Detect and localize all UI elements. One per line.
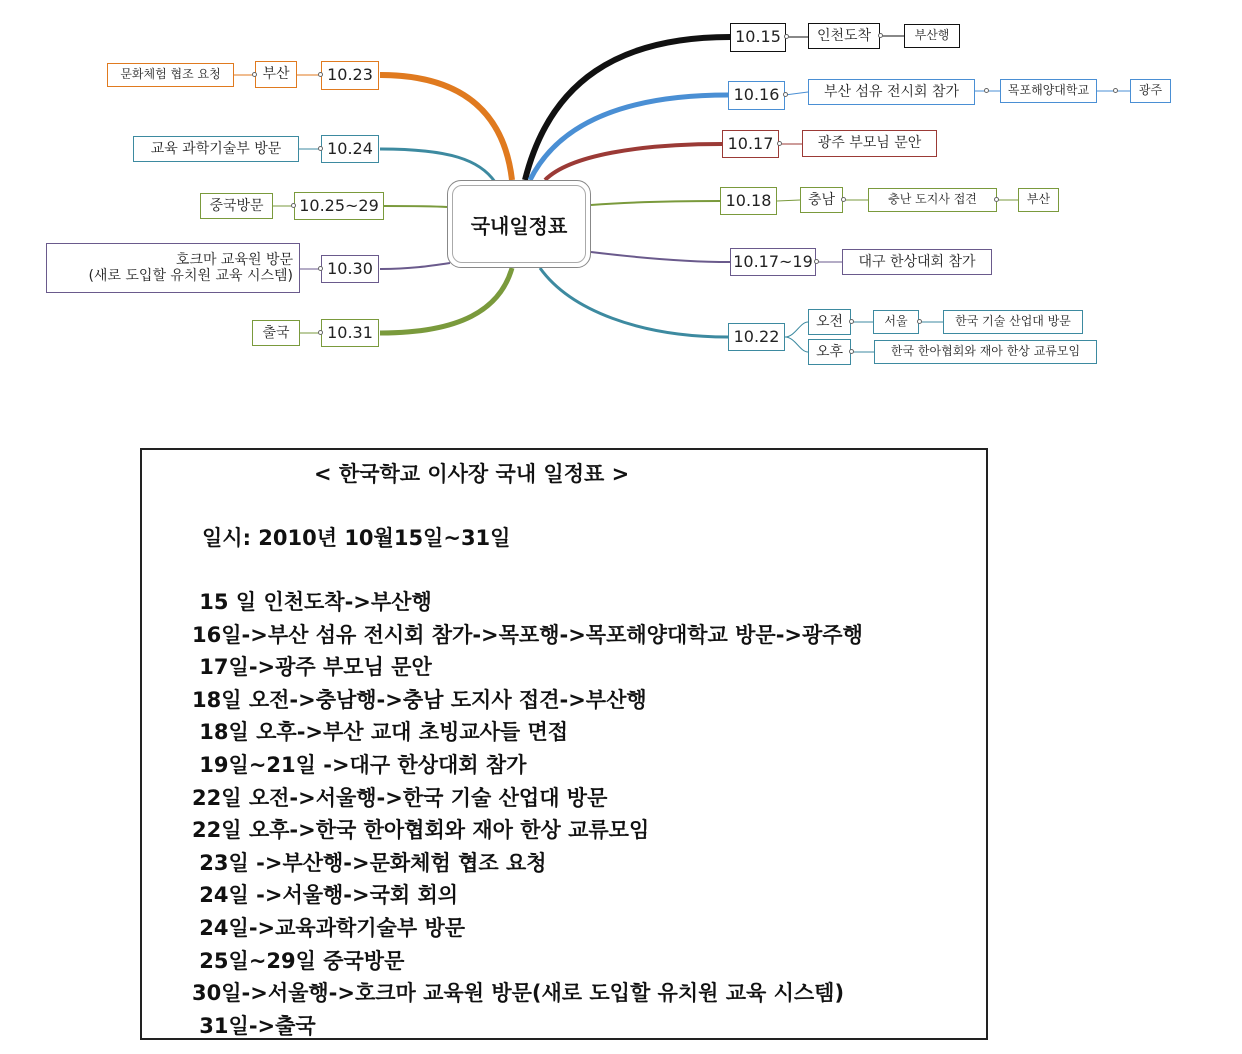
schedule-line: 23일 ->부산행->문화체험 협조 요청: [192, 850, 547, 875]
node-10-16[interactable]: 10.16: [728, 81, 785, 110]
node-10-31[interactable]: 10.31: [321, 319, 379, 347]
schedule-line: 24일->교육과학기술부 방문: [192, 916, 466, 940]
node-china-visit[interactable]: 중국방문: [200, 193, 273, 219]
schedule-line: 22일 오전->서울행->한국 기술 산업대 방문: [192, 785, 608, 810]
node-incheon-arrival[interactable]: 인천도착: [808, 23, 880, 49]
node-10-22[interactable]: 10.22: [728, 323, 785, 351]
connector-dot: [784, 34, 789, 39]
branch-10-17-19: [591, 252, 730, 262]
node-parents-visit[interactable]: 광주 부모님 문안: [802, 130, 937, 157]
schedule-line: 17일->광주 부모님 문안: [192, 655, 432, 680]
connector-dot: [318, 146, 323, 151]
branch-10-25-29: [384, 206, 447, 207]
node-seoul[interactable]: 서울: [873, 310, 919, 334]
schedule-line: 24일 ->서울행->국회 회의: [192, 883, 459, 908]
schedule-line: 16일->부산 섬유 전시회 참가->목포행->목포해양대학교 방문->광주행: [192, 622, 863, 647]
connector-dot: [841, 197, 846, 202]
node-10-24[interactable]: 10.24: [321, 135, 379, 163]
schedule-title: < 한국학교 이사장 국내 일정표 >: [314, 462, 630, 486]
branch-10-17: [545, 144, 722, 180]
node-chungnam[interactable]: 충남: [800, 187, 843, 213]
connector-dot: [814, 259, 819, 264]
connector-dot: [1113, 88, 1118, 93]
node-busan-10-18[interactable]: 부산: [1018, 188, 1059, 212]
connector-dot: [994, 197, 999, 202]
node-hokma-visit-line1: 호크마 교육원 방문: [175, 251, 293, 268]
node-10-30[interactable]: 10.30: [321, 255, 379, 283]
node-10-23[interactable]: 10.23: [321, 61, 379, 90]
connector-dot: [984, 88, 989, 93]
schedule-line: 31일->출국: [192, 1013, 316, 1038]
node-ministry-visit[interactable]: 교육 과학기술부 방문: [133, 136, 299, 162]
branch-10-31: [380, 268, 512, 333]
schedule-line: 15 일 인천도착->부산행: [192, 590, 432, 614]
branch-10-22: [540, 268, 728, 337]
connector-dot: [783, 92, 788, 97]
node-morning[interactable]: 오전: [808, 309, 851, 335]
node-10-17[interactable]: 10.17: [722, 130, 779, 158]
branch-10-30: [380, 263, 450, 269]
node-departure[interactable]: 출국: [252, 320, 300, 346]
connector-dot: [291, 203, 296, 208]
connector-dot: [917, 319, 922, 324]
central-topic[interactable]: [447, 180, 591, 268]
node-textile-expo[interactable]: 부산 섬유 전시회 참가: [808, 79, 975, 105]
schedule-line: 19일~21일 ->대구 한상대회 참가: [192, 753, 527, 777]
node-10-25-29[interactable]: 10.25~29: [294, 192, 384, 220]
schedule-line: 25일~29일 중국방문: [192, 948, 405, 973]
schedule-line: 18일 오전->충남행->충남 도지사 접견->부산행: [192, 687, 647, 712]
schedule-line: 30일->서울행->호크마 교육원 방문(새로 도입할 유치원 교육 시스템): [192, 981, 845, 1006]
node-daegu-convention[interactable]: 대구 한상대회 참가: [842, 249, 992, 275]
central-topic-label: 국내일정표: [470, 213, 568, 238]
connector-dot: [318, 266, 323, 271]
connector-dot: [878, 33, 883, 38]
connector-dot: [849, 319, 854, 324]
node-10-17-19[interactable]: 10.17~19: [730, 248, 816, 276]
node-to-busan-10-15[interactable]: 부산행: [904, 24, 960, 48]
node-governor-meeting[interactable]: 충난 도지사 접견: [868, 188, 997, 212]
connector-dot: [777, 141, 782, 146]
connector-dot: [318, 72, 323, 77]
node-tech-university-visit[interactable]: 한국 기술 산업대 방문: [943, 310, 1083, 334]
connector-dot: [252, 72, 257, 77]
schedule-line: 18일 오후->부산 교대 초빙교사들 면접: [192, 720, 569, 745]
schedule-line: 22일 오후->한국 한아협회와 재아 한상 교류모임: [192, 818, 650, 843]
branch-10-23: [380, 75, 512, 180]
connector-dot: [849, 349, 854, 354]
node-10-15[interactable]: 10.15: [730, 23, 786, 52]
node-hokma-visit[interactable]: [46, 243, 300, 293]
schedule-box: [140, 448, 988, 1040]
node-culture-request[interactable]: 문화체험 협조 요청: [107, 63, 234, 87]
node-afternoon[interactable]: 오후: [808, 339, 851, 365]
node-gwangju-10-16[interactable]: 광주: [1130, 79, 1171, 103]
branch-10-24: [380, 149, 495, 182]
node-mokpo-university[interactable]: 목포해양대학교: [1000, 79, 1097, 103]
node-hokma-visit-line2: (새로 도입할 유치원 교육 시스템): [88, 268, 293, 284]
branch-10-18: [591, 201, 720, 205]
connector-dot: [318, 330, 323, 335]
node-exchange-meeting[interactable]: 한국 한아협회와 재아 한상 교류모임: [874, 340, 1097, 364]
node-10-18[interactable]: 10.18: [720, 187, 777, 215]
node-busan-10-23[interactable]: 부산: [255, 61, 297, 88]
schedule-period: 일시: 2010년 10월15일~31일: [202, 526, 511, 550]
